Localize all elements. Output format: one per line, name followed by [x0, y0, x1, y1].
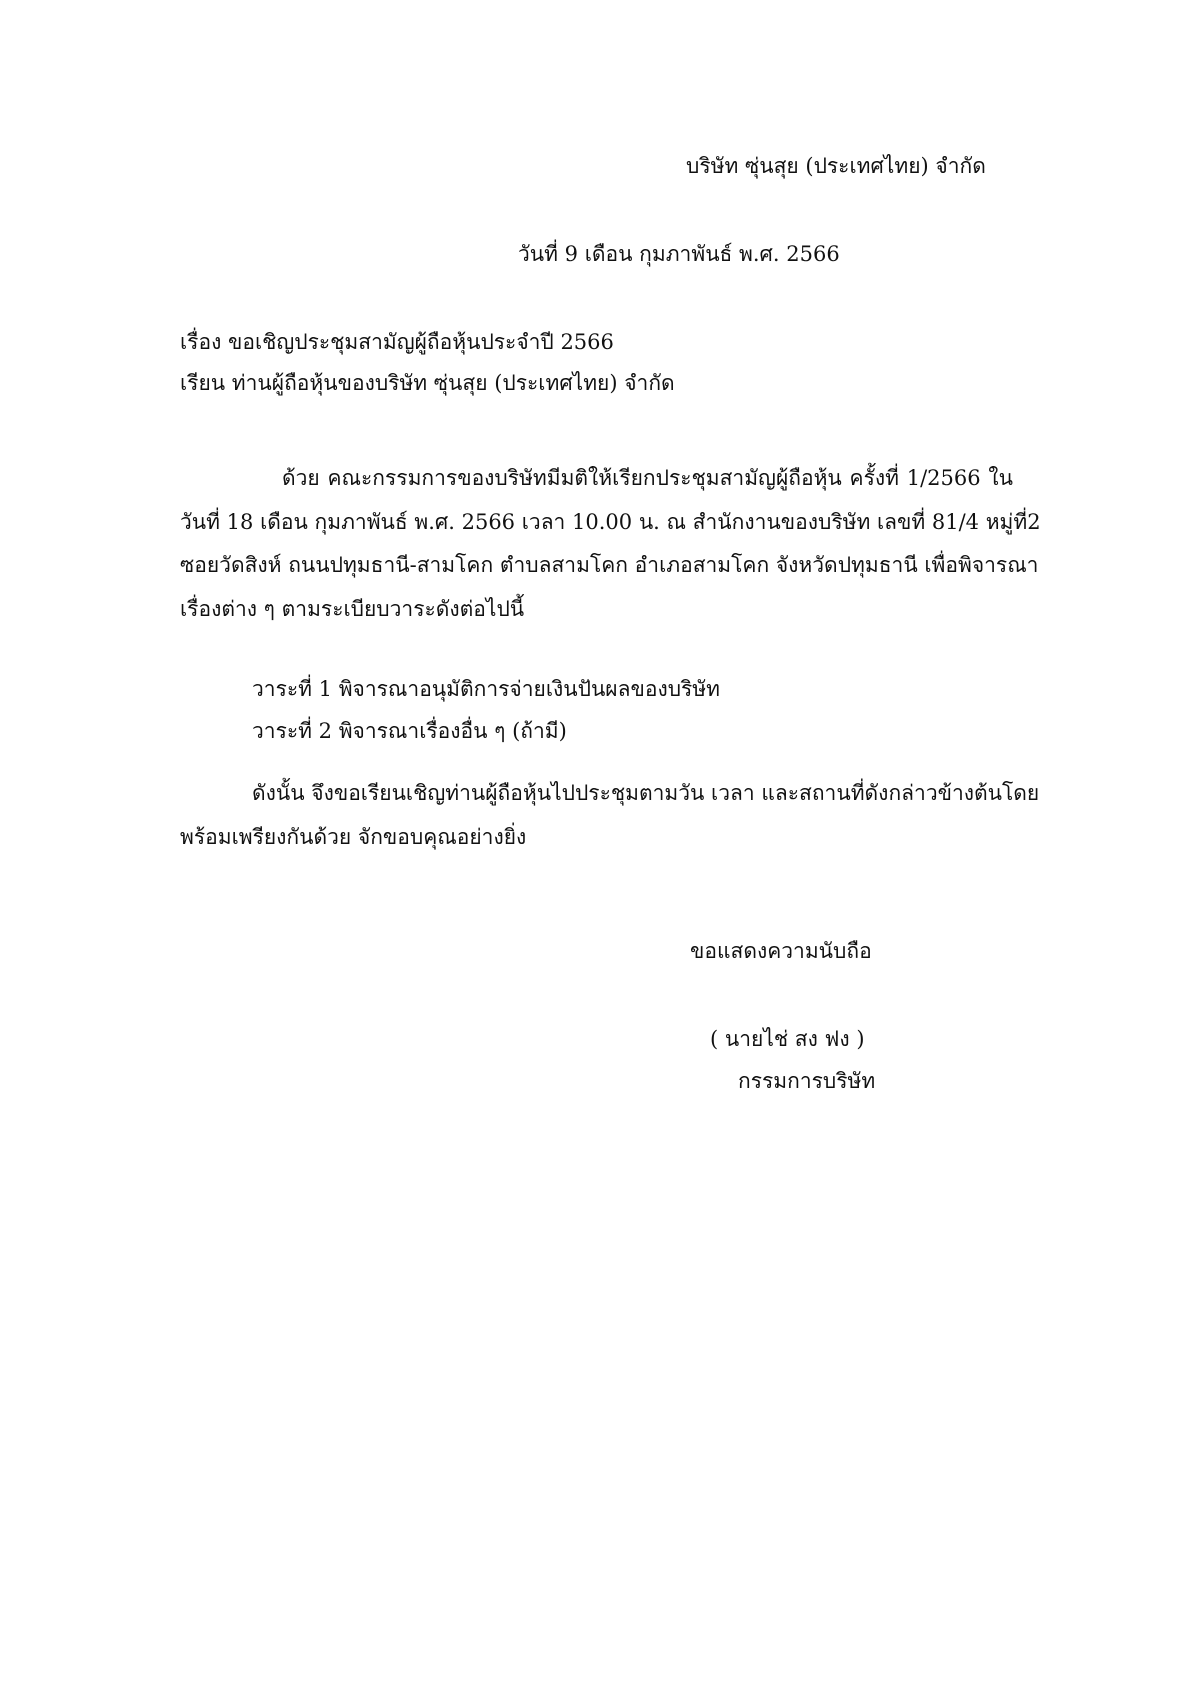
letter-recipient: เรียน ท่านผู้ถือหุ้นของบริษัท ซุ่นสุย (ประเทศไทย) จำกัด: [180, 371, 675, 395]
letter-date: วันที่ 9 เดือน กุมภาพันธ์ พ.ศ. 2566: [518, 242, 840, 266]
closing-line: พร้อมเพรียงกันด้วย จักขอบคุณอย่างยิ่ง: [180, 824, 527, 849]
closing-line: ดังนั้น จึงขอเรียนเชิญท่านผู้ถือหุ้นไปประชุมตามวัน เวลา และสถานที่ดังกล่าวข้างต้นโดย: [252, 781, 1040, 805]
body-line: ด้วย คณะกรรมการของบริษัทมีมติให้เรียกประชุมสามัญผู้ถือหุ้น ครั้งที่ 1/2566 ใน: [282, 466, 1013, 490]
letter-subject: เรื่อง ขอเชิญประชุมสามัญผู้ถือหุ้นประจำปี 2566: [180, 330, 614, 354]
agenda-item-2: วาระที่ 2 พิจารณาเรื่องอื่น ๆ (ถ้ามี): [252, 719, 567, 743]
body-paragraph: [180, 457, 1041, 631]
body-line: วันที่ 18 เดือน กุมภาพันธ์ พ.ศ. 2566 เวลา 10.00 น. ณ สำนักงานของบริษัท เลขที่ 81/4 หมู่ที่2: [180, 509, 1041, 534]
regards-text: ขอแสดงความนับถือ: [690, 939, 872, 963]
body-line: ซอยวัดสิงห์ ถนนปทุมธานี-สามโคก ตำบลสามโคก อำเภอสามโคก จังหวัดปทุมธานี เพื่อพิจารณา: [180, 553, 1039, 577]
agenda-item-1: วาระที่ 1 พิจารณาอนุมัติการจ่ายเงินปันผลของบริษัท: [252, 677, 720, 701]
body-line: เรื่องต่าง ๆ ตามระเบียบวาระดังต่อไปนี้: [180, 596, 525, 621]
company-header: บริษัท ซุ่นสุย (ประเทศไทย) จำกัด: [686, 154, 986, 178]
signatory-name: ( นายไช่ สง ฟง ): [710, 1027, 865, 1051]
signatory-title: กรรมการบริษัท: [738, 1069, 876, 1093]
closing-paragraph: [180, 772, 1040, 859]
